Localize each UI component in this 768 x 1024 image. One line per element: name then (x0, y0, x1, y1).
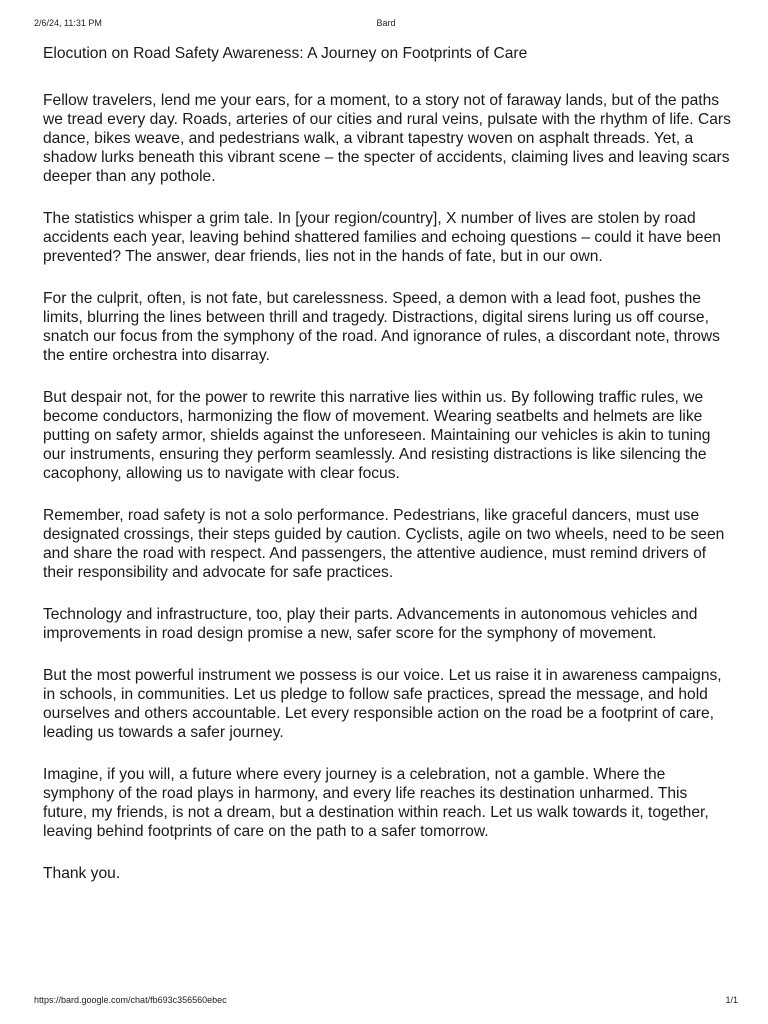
print-page-title: Bard (376, 18, 396, 28)
paragraph-1: Fellow travelers, lend me your ears, for a moment, to a story not of faraway lands, but of the paths we tread every day. Roads, arteries of our cities and rural veins, pulsate with the rhythm of life. Cars dance, bikes weave, and pedestrians walk, a vibrant tapestry woven on asphalt threads. Yet, a shadow lurks beneath this vibrant scene – the specter of accidents, claiming lives and leaving scars deeper than any pothole. (43, 92, 731, 185)
closing-line: Thank you. (43, 865, 121, 882)
paragraph-4: But despair not, for the power to rewrite this narrative lies within us. By following traffic rules, we become conductors, harmonizing the flow of movement. Wearing seatbelts and helmets are like putting on safety armor, shields against the unforeseen. Maintaining our vehicles is akin to tuning our instruments, ensuring they perform seamlessly. And resisting distractions is like silencing the cacophony, allowing us to navigate with clear focus. (43, 389, 711, 482)
paragraph-5: Remember, road safety is not a solo performance. Pedestrians, like graceful dancers, must use designated crossings, their steps guided by caution. Cyclists, agile on two wheels, need to be seen and share the road with respect. And passengers, the attentive audience, must remind drivers of their responsibility and advocate for safe practices. (43, 507, 725, 581)
paragraph-2: The statistics whisper a grim tale. In [your region/country], X number of lives are stolen by road accidents each year, leaving behind shattered families and echoing questions – could it have been prevented? The answer, dear friends, lies not in the hands of fate, but in our own. (43, 210, 721, 265)
page-url: https://bard.google.com/chat/fb693c356560ebec (34, 995, 227, 1005)
print-header (34, 18, 738, 32)
print-footer (34, 995, 738, 1009)
print-date: 2/6/24, 11:31 PM (34, 18, 102, 28)
page-number: 1/1 (725, 995, 738, 1005)
paragraph-3: For the culprit, often, is not fate, but carelessness. Speed, a demon with a lead foot, pushes the limits, blurring the lines between thrill and tragedy. Distractions, digital sirens luring us off course, snatch our focus from the symphony of the road. And ignorance of rules, a discordant note, throws the entire orchestra into disarray. (43, 290, 720, 364)
paragraph-8: Imagine, if you will, a future where every journey is a celebration, not a gamble. Where the symphony of the road plays in harmony, and every life reaches its destination unharmed. This future, my friends, is not a dream, but a destination within reach. Let us walk towards it, together, leaving behind footprints of care on the path to a safer tomorrow. (43, 766, 709, 840)
document-body (43, 44, 733, 906)
document-title: Elocution on Road Safety Awareness: A Journey on Footprints of Care (43, 45, 528, 62)
paragraph-6: Technology and infrastructure, too, play their parts. Advancements in autonomous vehicles and improvements in road design promise a new, safer score for the symphony of movement. (43, 606, 698, 642)
paragraph-7: But the most powerful instrument we possess is our voice. Let us raise it in awareness campaigns, in schools, in communities. Let us pledge to follow safe practices, spread the message, and hold ourselves and others accountable. Let every responsible action on the road be a footprint of care, leading us towards a safer journey. (43, 667, 722, 741)
